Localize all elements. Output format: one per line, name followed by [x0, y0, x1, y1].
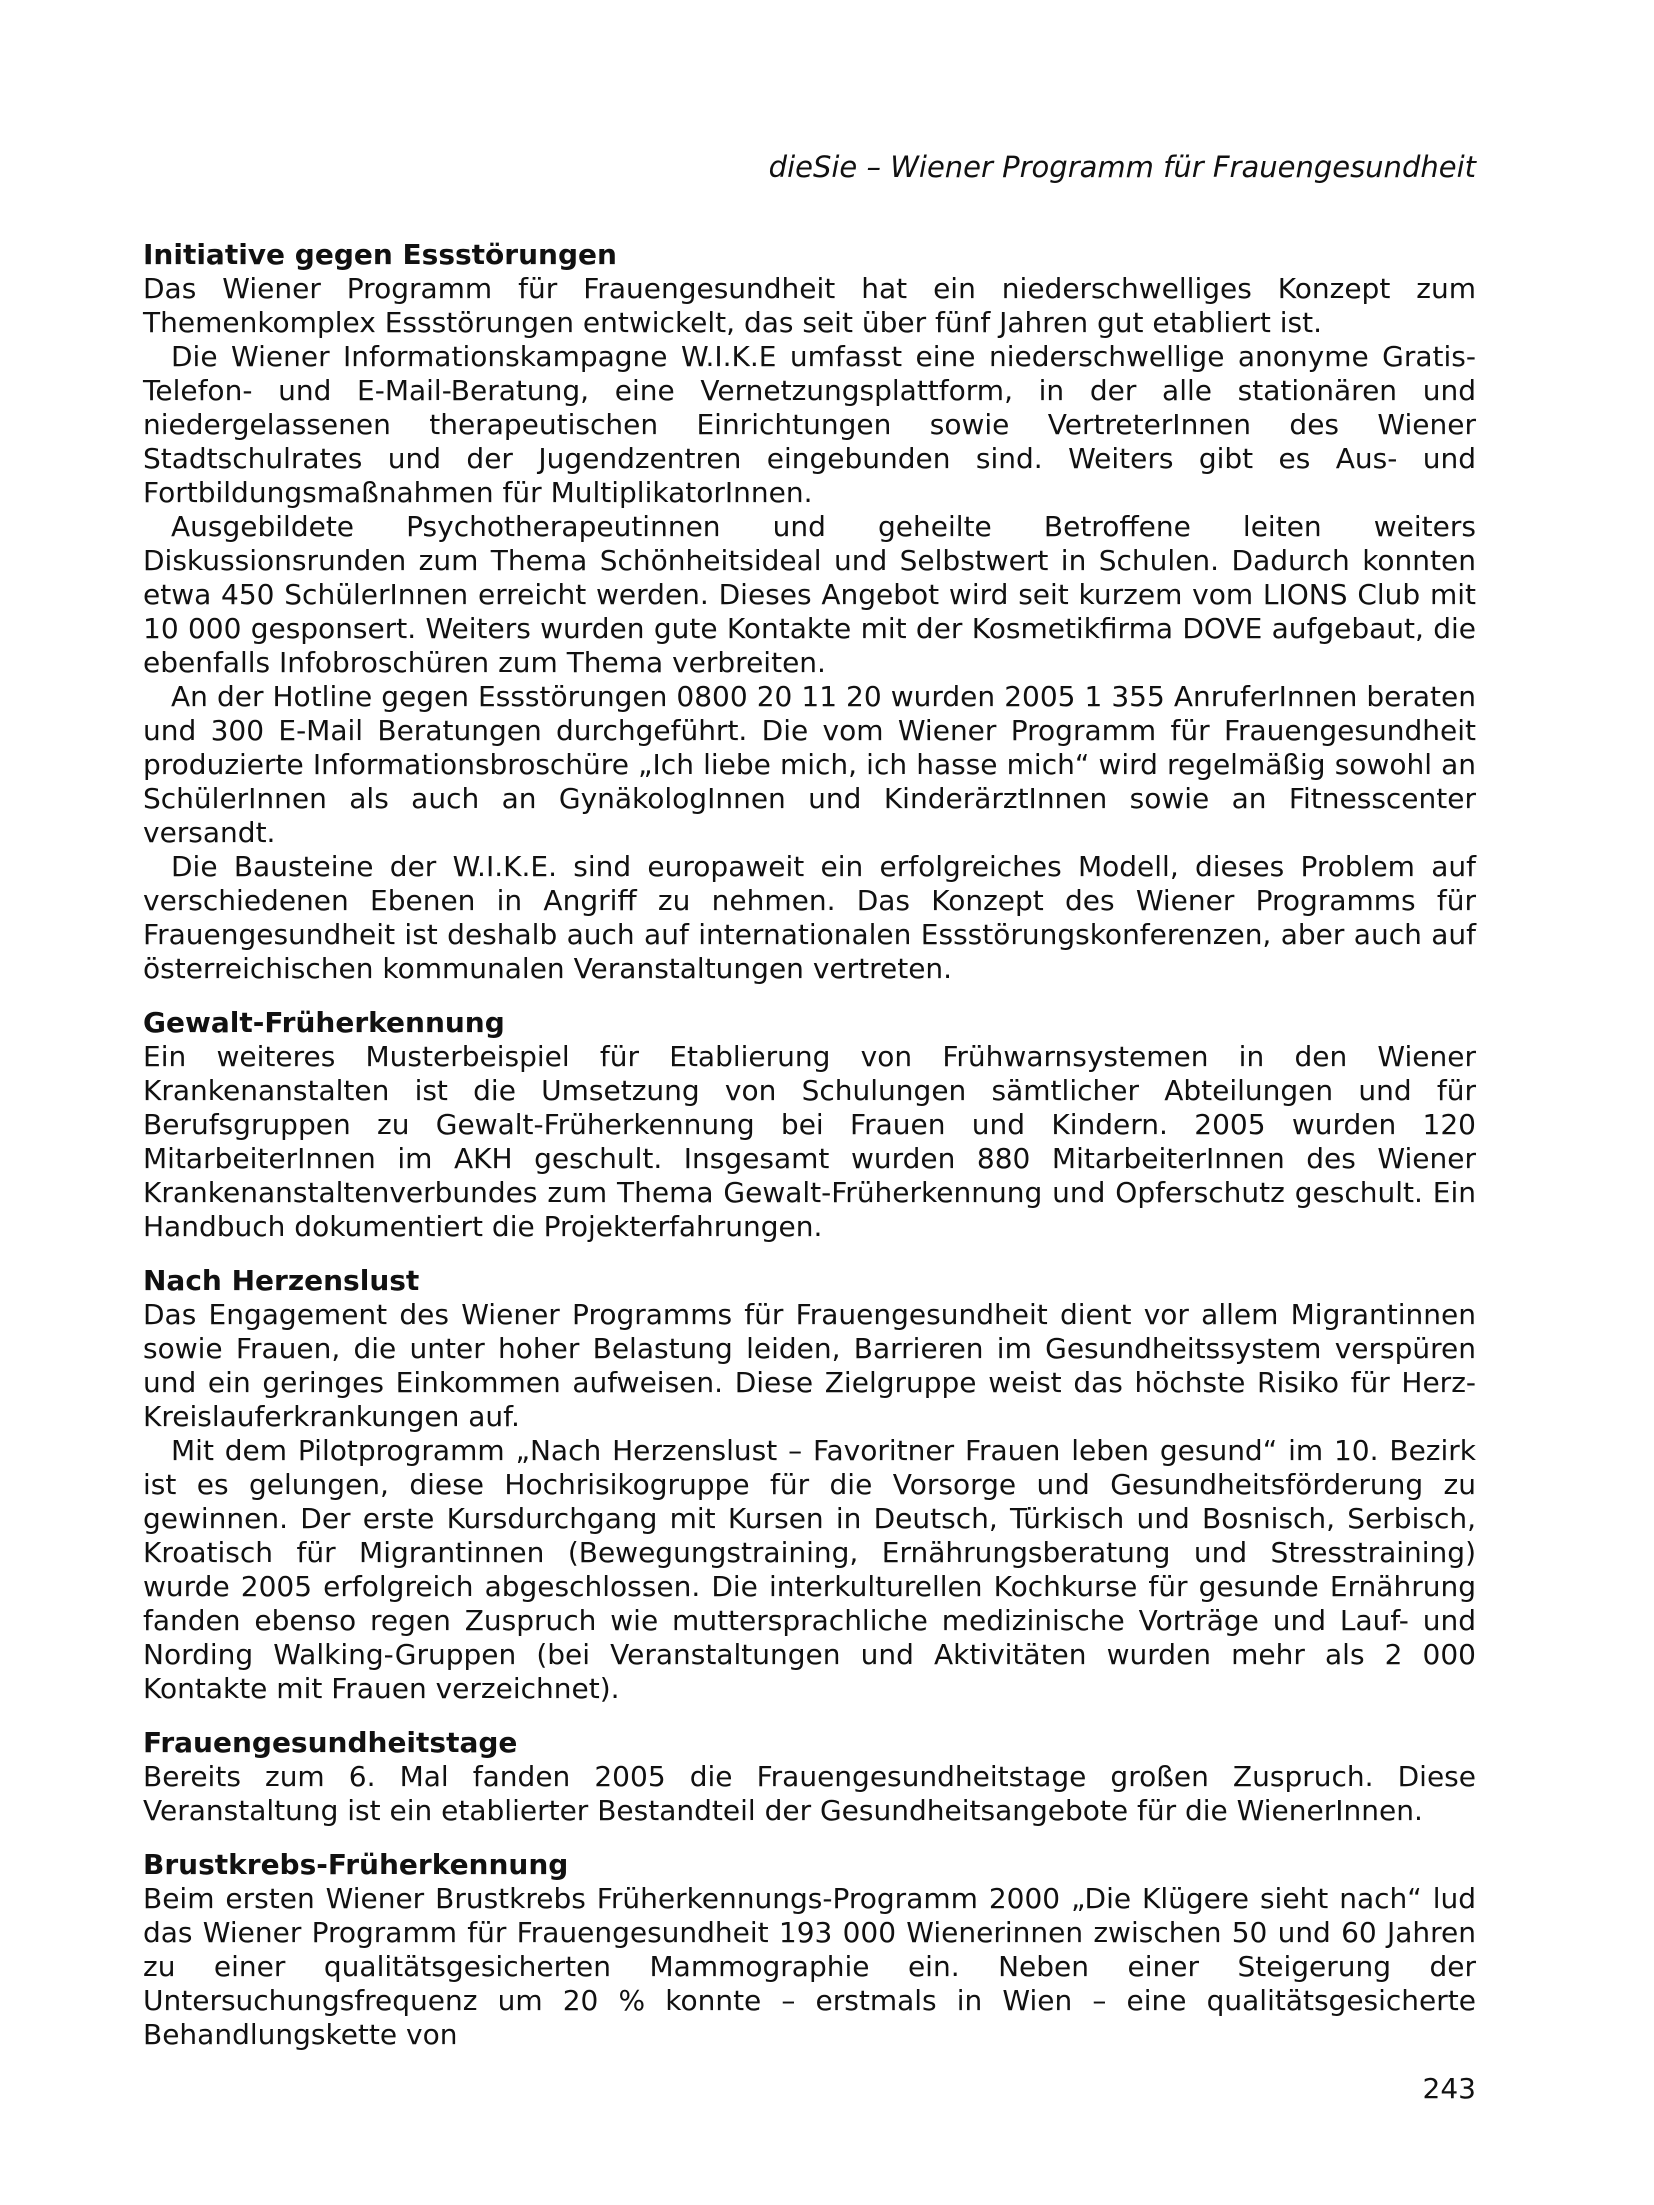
section-heading: Frauengesundheitstage [143, 1726, 518, 1759]
document-page [143, 150, 1476, 2110]
section-gewalt-frueherkennung [143, 1006, 1476, 1244]
section-heading: Nach Herzenslust [143, 1264, 420, 1297]
section-brustkrebs-frueherkennung [143, 1848, 1476, 2052]
paragraph: Das Wiener Programm für Frauengesundheit hat ein niederschwelliges Konzept zum Themenkomplex Essstörungen entwickelt, das seit über fünf Jahren gut etabliert ist. [143, 272, 1476, 339]
section-heading: Gewalt-Früherkennung [143, 1006, 505, 1039]
running-head: dieSie – Wiener Programm für Frauengesundheit [768, 150, 1476, 184]
paragraph: Bereits zum 6. Mal fanden 2005 die Frauengesundheitstage großen Zuspruch. Diese Veranstaltung ist ein etablierter Bestandteil der Gesundheitsangebote für die WienerInnen. [143, 1760, 1476, 1827]
paragraph: Das Engagement des Wiener Programms für Frauengesundheit dient vor allem Migrantinnen sowie Frauen, die unter hoher Belastung leiden, Barrieren im Gesundheitssystem verspüren und ein geringes Einkommen aufweisen. Diese Zielgruppe weist das höchste Risiko für Herz-Kreislauferkrankungen auf. [143, 1298, 1476, 1433]
paragraph: Beim ersten Wiener Brustkrebs Früherkennungs-Programm 2000 „Die Klügere sieht nach“ lud das Wiener Programm für Frauengesundheit 193 000 Wienerinnen zwischen 50 und 60 Jahren zu einer qualitätsgesicherten Mammographie ein. Neben einer Steigerung der Untersuchungsfrequenz um 20 % konnte – erstmals in Wien – eine qualitätsgesicherte Behandlungskette von [143, 1882, 1476, 2051]
paragraph: An der Hotline gegen Essstörungen 0800 20 11 20 wurden 2005 1 355 AnruferInnen beraten und 300 E-Mail Beratungen durchgeführt. Die vom Wiener Programm für Frauengesundheit produzierte Informationsbroschüre „Ich liebe mich, ich hasse mich“ wird regelmäßig sowohl an SchülerInnen als auch an GynäkologInnen und KinderärztInnen sowie an Fitnesscenter versandt. [143, 680, 1476, 849]
paragraph: Die Bausteine der W.I.K.E. sind europaweit ein erfolgreiches Modell, dieses Problem auf verschiedenen Ebenen in Angriff zu nehmen. Das Konzept des Wiener Programms für Frauengesundheit ist deshalb auch auf internationalen Essstörungskonferenzen, aber auch auf österreichischen kommunalen Veranstaltungen vertreten. [143, 850, 1476, 985]
section-nach-herzenslust [143, 1264, 1476, 1706]
section-frauengesundheitstage [143, 1726, 1476, 1828]
section-heading: Brustkrebs-Früherkennung [143, 1848, 569, 1881]
paragraph: Ausgebildete Psychotherapeutinnen und geheilte Betroffene leiten weiters Diskussionsrunden zum Thema Schönheitsideal und Selbstwert in Schulen. Dadurch konnten etwa 450 SchülerInnen erreicht werden. Dieses Angebot wird seit kurzem vom LIONS Club mit 10 000 gesponsert. Weiters wurden gute Kontakte mit der Kosmetikfirma DOVE aufgebaut, die ebenfalls Infobroschüren zum Thema verbreiten. [143, 510, 1476, 679]
paragraph: Mit dem Pilotprogramm „Nach Herzenslust – Favoritner Frauen leben gesund“ im 10. Bezirk ist es gelungen, diese Hochrisikogruppe für die Vorsorge und Gesundheitsförderung zu gewinnen. Der erste Kursdurchgang mit Kursen in Deutsch, Türkisch und Bosnisch, Serbisch, Kroatisch für Migrantinnen (Bewegungstraining, Ernährungsberatung und Stresstraining) wurde 2005 erfolgreich abgeschlossen. Die interkulturellen Kochkurse für gesunde Ernährung fanden ebenso regen Zuspruch wie muttersprachliche medizinische Vorträge und Lauf- und Nording Walking-Gruppen (bei Veranstaltungen und Aktivitäten wurden mehr als 2 000 Kontakte mit Frauen verzeichnet). [143, 1434, 1476, 1705]
paragraph: Ein weiteres Musterbeispiel für Etablierung von Frühwarnsystemen in den Wiener Krankenanstalten ist die Umsetzung von Schulungen sämtlicher Abteilungen und für Berufsgruppen zu Gewalt-Früherkennung bei Frauen und Kindern. 2005 wurden 120 MitarbeiterInnen im AKH geschult. Insgesamt wurden 880 MitarbeiterInnen des Wiener Krankenanstaltenverbundes zum Thema Gewalt-Früherkennung und Opferschutz geschult. Ein Handbuch dokumentiert die Projekterfahrungen. [143, 1040, 1476, 1243]
page-number: 243 [1422, 2072, 1476, 2105]
paragraph: Die Wiener Informationskampagne W.I.K.E umfasst eine niederschwellige anonyme Gratis-Telefon- und E-Mail-Beratung, eine Vernetzungsplattform, in der alle stationären und niedergelassenen therapeutischen Einrichtungen sowie VertreterInnen des Wiener Stadtschulrates und der Jugendzentren eingebunden sind. Weiters gibt es Aus- und Fortbildungsmaßnahmen für MultiplikatorInnen. [143, 340, 1476, 509]
section-heading: Initiative gegen Essstörungen [143, 238, 617, 271]
section-essstoerungen [143, 238, 1476, 986]
